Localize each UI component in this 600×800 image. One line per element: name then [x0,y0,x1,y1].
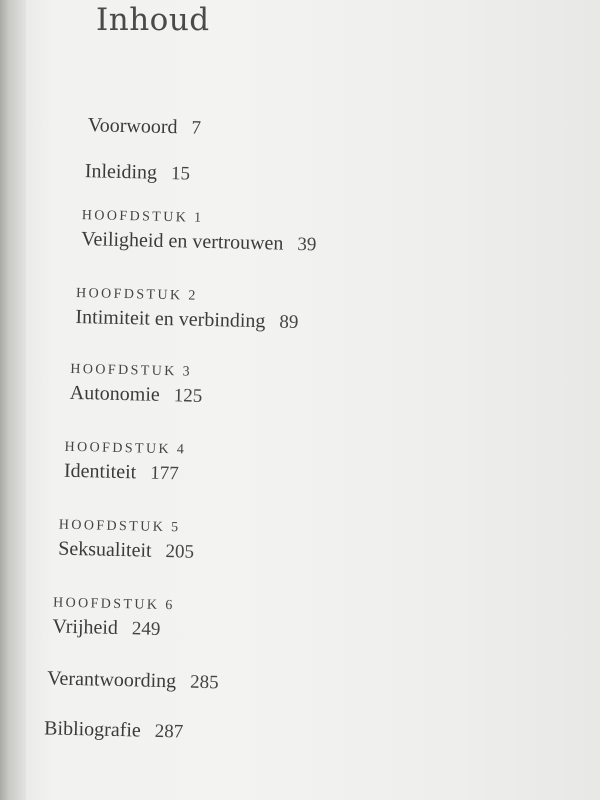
toc-entry-page: 89 [279,311,299,334]
toc-entry-page: 39 [297,233,317,256]
chapter-label: HOOFDSTUK 6 [52,595,175,614]
toc-entry-chapter-2 [75,286,299,334]
toc-entry-page: 125 [173,385,203,407]
toc-entry-inleiding [85,160,191,185]
toc-entry-page: 285 [189,671,219,694]
toc-entry-title: Vrijheid [52,615,119,639]
toc-entry-page: 15 [170,163,191,185]
toc-entry-page: 177 [149,462,179,485]
toc-entry-title: Veiligheid en vertrouwen [81,228,284,255]
toc-entry-title: Inleiding [84,160,158,184]
toc-entry-page: 205 [165,541,195,563]
toc-entry-title: Verantwoording [47,667,177,693]
toc-entry-title: Autonomie [69,381,161,406]
toc-entry-chapter-5 [58,518,195,564]
toc-entry-chapter-3 [70,362,203,408]
chapter-label: HOOFDSTUK 4 [64,439,187,458]
toc-entry-title: Identiteit [63,459,137,484]
chapter-label: HOOFDSTUK 1 [81,208,204,226]
chapter-label: HOOFDSTUK 3 [70,361,193,380]
toc-entry-chapter-1 [81,208,317,256]
toc-entry-title: Voorwoord [87,114,178,139]
toc-entry-page: 7 [191,117,202,139]
toc-entry-voorwoord [88,114,202,140]
toc-entry-verantwoording [47,667,219,694]
toc-entry-chapter-4 [64,440,187,486]
chapter-label: HOOFDSTUK 2 [75,285,198,304]
toc-entry-chapter-6 [52,596,175,642]
chapter-label: HOOFDSTUK 5 [58,517,181,536]
toc-entry-page: 249 [131,618,161,640]
toc-entry-title: Bibliografie [43,717,142,742]
toc-entry-page: 287 [154,720,184,743]
toc-entry-bibliografie [44,717,184,743]
toc-entry-title: Seksualiteit [58,537,152,562]
toc-entry-title: Intimiteit en verbinding [75,305,266,333]
page-title: Inhoud [96,2,210,38]
